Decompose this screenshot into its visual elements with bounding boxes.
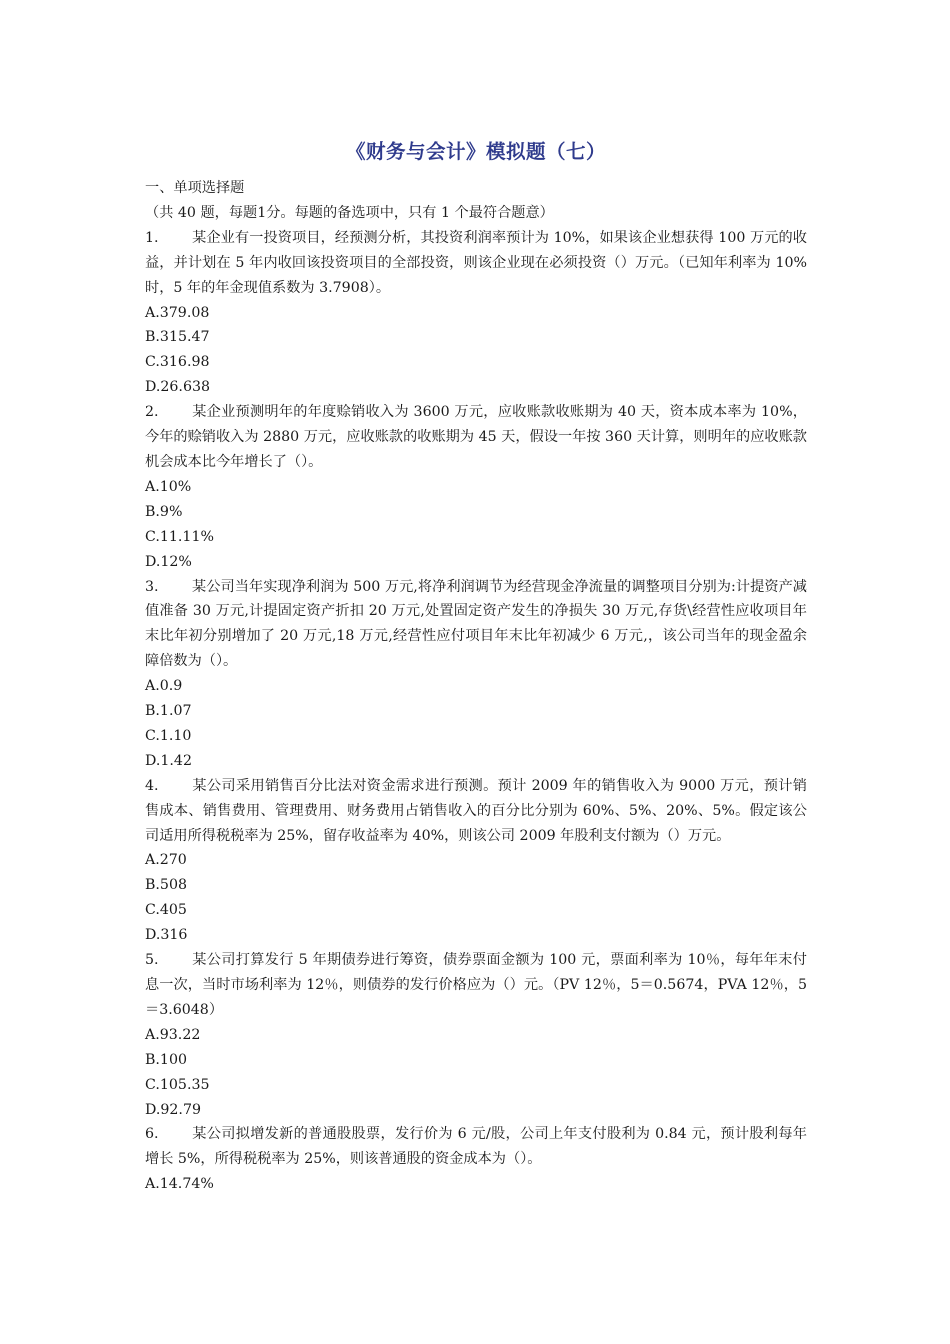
- question-1: [145, 226, 807, 400]
- question-number: 5.: [145, 952, 159, 969]
- option-d: D.316: [145, 927, 188, 944]
- question-text: 某公司采用销售百分比法对资金需求进行预测。预计 2009 年的销售收入为 9000 万元，预计销售成本、销售费用、管理费用、财务费用占销售收入的百分比分别为 60%、5%、20%、5%。假定该公司适用所得税税率为 25%，留存收益率为 40%，则该公司 2009 年股利支付额为（）万元。: [145, 777, 807, 844]
- question-stem: [145, 948, 807, 1023]
- question-text: 某企业有一投资项目，经预测分析，其投资利润率预计为 10%，如果该企业想获得 100 万元的收益，并计划在 5 年内收回该投资项目的全部投资，则该企业现在必须投资（）万元。（已知年利率为 10%时，5 年的年金现值系数为 3.7908）。: [145, 229, 807, 296]
- question-number: 1.: [145, 229, 159, 246]
- option-b: B.1.07: [145, 703, 192, 720]
- question-6: [145, 1122, 807, 1197]
- option-a: A.10%: [145, 478, 192, 495]
- question-stem: [145, 226, 807, 301]
- option-c: C.405: [145, 902, 187, 919]
- option-d: D.12%: [145, 553, 192, 570]
- question-text: 某公司打算发行 5 年期债券进行筹资，债券票面金额为 100 元，票面利率为 10％，每年年末付息一次，当时市场利率为 12％，则债券的发行价格应为（）元。（PV 12％，5＝0.5674，PVA 12％，5＝3.6048）: [145, 952, 807, 1018]
- option-c: C.316.98: [145, 354, 210, 371]
- question-4: [145, 774, 807, 948]
- question-stem: [145, 1122, 807, 1172]
- option-a: A.379.08: [145, 304, 210, 321]
- option-c: C.105.35: [145, 1076, 210, 1093]
- option-c: C.1.10: [145, 727, 192, 744]
- document-title: 《财务与会计》模拟题（七）: [345, 140, 606, 163]
- document-body: [145, 176, 807, 1197]
- option-a: A.14.74%: [145, 1176, 214, 1193]
- question-2: [145, 400, 807, 574]
- question-number: 3.: [145, 578, 159, 595]
- question-stem: [145, 774, 807, 849]
- question-number: 2.: [145, 404, 159, 421]
- option-a: A.0.9: [145, 678, 183, 695]
- question-text: 某公司拟增发新的普通股股票，发行价为 6 元/股，公司上年支付股利为 0.84 元，预计股利每年增长 5%，所得税税率为 25%，则该普通股的资金成本为（）。: [145, 1126, 807, 1168]
- question-number: 6.: [145, 1126, 159, 1143]
- option-a: A.93.22: [145, 1026, 201, 1043]
- question-number: 4.: [145, 777, 159, 794]
- option-b: B.100: [145, 1051, 188, 1068]
- question-text: 某企业预测明年的年度赊销收入为 3600 万元，应收账款收账期为 40 天，资本成本率为 10%，今年的赊销收入为 2880 万元，应收账款的收账期为 45 天，假设一年按 360 天计算，则明年的应收账款机会成本比今年增长了（）。: [145, 404, 807, 470]
- question-5: [145, 948, 807, 1122]
- option-d: D.92.79: [145, 1101, 201, 1118]
- option-d: D.1.42: [145, 752, 192, 769]
- option-c: C.11.11%: [145, 528, 214, 545]
- section-heading: 一、单项选择题: [145, 180, 245, 196]
- question-text: 某公司当年实现净利润为 500 万元,将净利润调节为经营现金净流量的调整项目分别为:计提资产减值准备 30 万元,计提固定资产折扣 20 万元,处置固定资产发生的净损失 30 万元,存货\经营性应收项目年末比年初分别增加了 20 万元,18 万元,经营性应付项目年末比年初减少 6 万元,，该公司当年的现金盈余障倍数为（）。: [145, 578, 807, 670]
- option-b: B.508: [145, 877, 188, 894]
- section-note: （共 40 题，每题1分。每题的备选项中，只有 1 个最符合题意）: [145, 204, 554, 221]
- option-a: A.270: [145, 852, 187, 869]
- question-3: [145, 575, 807, 774]
- question-stem: [145, 575, 807, 675]
- option-b: B.315.47: [145, 329, 210, 346]
- question-stem: [145, 400, 807, 475]
- option-d: D.26.638: [145, 379, 211, 396]
- option-b: B.9%: [145, 503, 183, 520]
